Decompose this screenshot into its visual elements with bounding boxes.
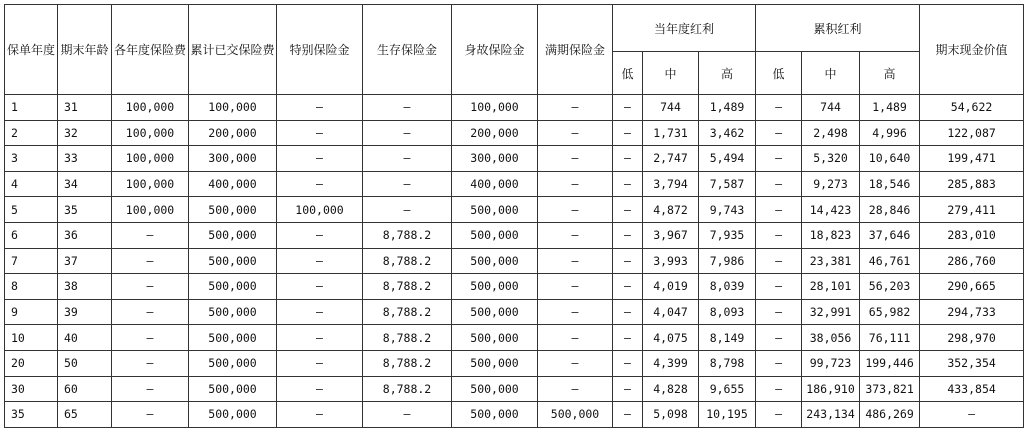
table-cell: 60 — [58, 376, 112, 402]
benefit-illustration-table — [4, 4, 1024, 428]
table-cell: – — [613, 376, 643, 402]
table-cell: 300,000 — [189, 146, 277, 172]
table-cell: 9,743 — [699, 197, 756, 223]
table-cell: – — [538, 197, 613, 223]
table-cell: – — [277, 95, 363, 121]
table-cell: – — [538, 274, 613, 300]
table-cell: 54,622 — [920, 95, 1024, 121]
header-cash-value: 期末现金价值 — [920, 5, 1024, 95]
table-cell: 500,000 — [189, 197, 277, 223]
table-row — [5, 402, 1024, 428]
table-cell: – — [538, 146, 613, 172]
table-cell: 500,000 — [452, 376, 538, 402]
table-cell: – — [756, 325, 802, 351]
table-cell: 100,000 — [112, 120, 189, 146]
table-cell: – — [363, 146, 452, 172]
table-cell: – — [613, 402, 643, 428]
table-cell: 4,872 — [643, 197, 699, 223]
table-cell: 7,587 — [699, 171, 756, 197]
table-cell: 500,000 — [452, 325, 538, 351]
table-cell: 10 — [5, 325, 58, 351]
table-cell: 37 — [58, 248, 112, 274]
table-cell: – — [920, 402, 1024, 428]
table-cell: – — [277, 146, 363, 172]
header-cumulative-low: 低 — [756, 52, 802, 95]
table-cell: – — [538, 171, 613, 197]
table-cell: – — [277, 222, 363, 248]
table-cell: 30 — [5, 376, 58, 402]
table-cell: 100,000 — [112, 146, 189, 172]
table-cell: 8 — [5, 274, 58, 300]
table-cell: – — [613, 120, 643, 146]
table-body — [5, 95, 1024, 428]
table-cell: 500,000 — [189, 222, 277, 248]
table-row — [5, 222, 1024, 248]
table-cell: 500,000 — [189, 248, 277, 274]
table-cell: 76,111 — [860, 325, 920, 351]
table-cell: – — [277, 248, 363, 274]
table-cell: 8,093 — [699, 299, 756, 325]
table-cell: 1,489 — [860, 95, 920, 121]
table-cell: 298,970 — [920, 325, 1024, 351]
table-cell: 500,000 — [189, 350, 277, 376]
table-cell: 9,273 — [802, 171, 860, 197]
table-cell: 279,411 — [920, 197, 1024, 223]
table-cell: 186,910 — [802, 376, 860, 402]
table-cell: 500,000 — [189, 299, 277, 325]
table-cell: – — [277, 376, 363, 402]
table-cell: – — [756, 222, 802, 248]
table-cell: – — [363, 197, 452, 223]
table-cell: – — [613, 197, 643, 223]
table-cell: 31 — [58, 95, 112, 121]
table-cell: 8,798 — [699, 350, 756, 376]
table-cell: 18,546 — [860, 171, 920, 197]
table-cell: 744 — [802, 95, 860, 121]
header-current-year-dividend: 当年度红利 — [613, 5, 756, 52]
header-age: 期末年龄 — [58, 5, 112, 95]
table-row — [5, 146, 1024, 172]
header-survival-benefit: 生存保险金 — [363, 5, 452, 95]
table-cell: 4,047 — [643, 299, 699, 325]
table-cell: 28,846 — [860, 197, 920, 223]
table-cell: 65,982 — [860, 299, 920, 325]
table-cell: 2 — [5, 120, 58, 146]
table-cell: – — [756, 248, 802, 274]
table-cell: 199,446 — [860, 350, 920, 376]
table-cell: 8,788.2 — [363, 248, 452, 274]
table-cell: – — [756, 171, 802, 197]
table-cell: 38 — [58, 274, 112, 300]
table-cell: – — [112, 325, 189, 351]
table-cell: 500,000 — [189, 376, 277, 402]
table-cell: – — [613, 248, 643, 274]
table-cell: 35 — [5, 402, 58, 428]
table-cell: 40 — [58, 325, 112, 351]
table-cell: 32,991 — [802, 299, 860, 325]
table-cell: 290,665 — [920, 274, 1024, 300]
table-cell: – — [756, 95, 802, 121]
table-cell: – — [613, 146, 643, 172]
table-cell: 46,761 — [860, 248, 920, 274]
table-cell: 200,000 — [189, 120, 277, 146]
header-cumulative-premium: 累计已交保险费 — [189, 5, 277, 95]
table-cell: 373,821 — [860, 376, 920, 402]
table-cell: 36 — [58, 222, 112, 248]
table-cell: 2,747 — [643, 146, 699, 172]
table-cell: – — [277, 274, 363, 300]
table-cell: 3 — [5, 146, 58, 172]
table-cell: 285,883 — [920, 171, 1024, 197]
table-cell: – — [277, 171, 363, 197]
table-cell: 5,098 — [643, 402, 699, 428]
table-cell: – — [613, 325, 643, 351]
table-cell: – — [613, 95, 643, 121]
table-cell: 99,723 — [802, 350, 860, 376]
table-cell: 3,794 — [643, 171, 699, 197]
table-cell: 199,471 — [920, 146, 1024, 172]
table-header — [5, 5, 1024, 95]
table-cell: 8,788.2 — [363, 350, 452, 376]
table-row — [5, 350, 1024, 376]
table-row — [5, 248, 1024, 274]
table-cell: 4,828 — [643, 376, 699, 402]
table-cell: 500,000 — [189, 402, 277, 428]
table-cell: 100,000 — [277, 197, 363, 223]
table-cell: 100,000 — [112, 95, 189, 121]
header-current-low: 低 — [613, 52, 643, 95]
table-cell: 9 — [5, 299, 58, 325]
table-cell: – — [756, 376, 802, 402]
table-row — [5, 325, 1024, 351]
table-cell: 500,000 — [189, 274, 277, 300]
table-cell: 100,000 — [452, 95, 538, 121]
table-cell: 8,788.2 — [363, 376, 452, 402]
table-cell: 9,655 — [699, 376, 756, 402]
table-cell: 4,996 — [860, 120, 920, 146]
table-cell: – — [112, 248, 189, 274]
table-cell: 5,320 — [802, 146, 860, 172]
header-current-mid: 中 — [643, 52, 699, 95]
table-cell: – — [756, 350, 802, 376]
header-policy-year: 保单年度 — [5, 5, 58, 95]
table-cell: – — [277, 299, 363, 325]
table-cell: – — [363, 402, 452, 428]
table-cell: – — [538, 299, 613, 325]
table-cell: 500,000 — [452, 274, 538, 300]
table-cell: 8,788.2 — [363, 299, 452, 325]
header-annual-premium: 各年度保险费 — [112, 5, 189, 95]
table-cell: 500,000 — [452, 222, 538, 248]
table-cell: – — [538, 325, 613, 351]
table-cell: 14,423 — [802, 197, 860, 223]
table-cell: 1,489 — [699, 95, 756, 121]
table-cell: 243,134 — [802, 402, 860, 428]
table-cell: 23,381 — [802, 248, 860, 274]
table-cell: – — [756, 197, 802, 223]
table-cell: 100,000 — [112, 197, 189, 223]
table-cell: – — [538, 120, 613, 146]
table-row — [5, 95, 1024, 121]
table-cell: – — [538, 248, 613, 274]
table-cell: – — [538, 376, 613, 402]
table-cell: – — [277, 325, 363, 351]
table-cell: – — [277, 350, 363, 376]
header-death-benefit: 身故保险金 — [452, 5, 538, 95]
table-cell: 39 — [58, 299, 112, 325]
table-cell: – — [756, 274, 802, 300]
table-row — [5, 171, 1024, 197]
table-cell: 7,935 — [699, 222, 756, 248]
table-cell: 294,733 — [920, 299, 1024, 325]
table-cell: 500,000 — [452, 350, 538, 376]
table-cell: 4,019 — [643, 274, 699, 300]
table-cell: 8,788.2 — [363, 222, 452, 248]
table-cell: 8,039 — [699, 274, 756, 300]
table-cell: 300,000 — [452, 146, 538, 172]
header-cumulative-dividend: 累积红利 — [756, 5, 920, 52]
table-cell: 10,640 — [860, 146, 920, 172]
table-row — [5, 376, 1024, 402]
table-cell: – — [277, 120, 363, 146]
table-cell: 7,986 — [699, 248, 756, 274]
table-cell: 1 — [5, 95, 58, 121]
table-cell: 5,494 — [699, 146, 756, 172]
table-cell: 35 — [58, 197, 112, 223]
header-cumulative-high: 高 — [860, 52, 920, 95]
table-cell: – — [613, 350, 643, 376]
table-cell: 4 — [5, 171, 58, 197]
header-current-high: 高 — [699, 52, 756, 95]
table-cell: 4,399 — [643, 350, 699, 376]
header-cumulative-mid: 中 — [802, 52, 860, 95]
table-row — [5, 299, 1024, 325]
table-cell: 200,000 — [452, 120, 538, 146]
table-cell: 100,000 — [112, 171, 189, 197]
table-row — [5, 120, 1024, 146]
table-cell: 2,498 — [802, 120, 860, 146]
table-cell: 8,788.2 — [363, 325, 452, 351]
table-cell: 34 — [58, 171, 112, 197]
table-cell: 33 — [58, 146, 112, 172]
table-cell: 500,000 — [452, 197, 538, 223]
table-cell: 3,993 — [643, 248, 699, 274]
table-cell: 56,203 — [860, 274, 920, 300]
table-cell: – — [756, 120, 802, 146]
table-cell: 38,056 — [802, 325, 860, 351]
table-cell: – — [613, 222, 643, 248]
table-cell: 500,000 — [189, 325, 277, 351]
table-cell: – — [538, 222, 613, 248]
table-cell: 500,000 — [452, 402, 538, 428]
table-cell: 8,788.2 — [363, 274, 452, 300]
table-cell: 486,269 — [860, 402, 920, 428]
table-cell: – — [363, 95, 452, 121]
table-cell: 28,101 — [802, 274, 860, 300]
table-cell: – — [112, 376, 189, 402]
table-row — [5, 197, 1024, 223]
table-cell: 283,010 — [920, 222, 1024, 248]
table-cell: 65 — [58, 402, 112, 428]
table-cell: – — [112, 299, 189, 325]
table-cell: – — [756, 402, 802, 428]
table-cell: 400,000 — [452, 171, 538, 197]
table-cell: – — [613, 299, 643, 325]
table-cell: 500,000 — [538, 402, 613, 428]
table-cell: – — [613, 274, 643, 300]
table-cell: 3,462 — [699, 120, 756, 146]
table-cell: – — [112, 402, 189, 428]
table-cell: 122,087 — [920, 120, 1024, 146]
table-cell: 10,195 — [699, 402, 756, 428]
table-cell: 32 — [58, 120, 112, 146]
table-cell: 7 — [5, 248, 58, 274]
table-cell: – — [112, 274, 189, 300]
table-cell: 18,823 — [802, 222, 860, 248]
table-cell: – — [112, 350, 189, 376]
table-cell: 6 — [5, 222, 58, 248]
table-cell: – — [613, 171, 643, 197]
table-cell: 50 — [58, 350, 112, 376]
table-cell: 744 — [643, 95, 699, 121]
table-cell: – — [277, 402, 363, 428]
table-cell: – — [363, 120, 452, 146]
table-cell: – — [756, 299, 802, 325]
table-cell: – — [756, 146, 802, 172]
table-cell: 8,149 — [699, 325, 756, 351]
table-cell: 500,000 — [452, 299, 538, 325]
table-cell: – — [112, 222, 189, 248]
table-cell: 500,000 — [452, 248, 538, 274]
table-cell: 3,967 — [643, 222, 699, 248]
table-cell: 400,000 — [189, 171, 277, 197]
table-cell: 37,646 — [860, 222, 920, 248]
table-cell: 20 — [5, 350, 58, 376]
table-cell: 4,075 — [643, 325, 699, 351]
header-special-benefit: 特别保险金 — [277, 5, 363, 95]
table-cell: 5 — [5, 197, 58, 223]
header-maturity-benefit: 满期保险金 — [538, 5, 613, 95]
table-cell: 100,000 — [189, 95, 277, 121]
table-cell: – — [363, 171, 452, 197]
table-cell: 352,354 — [920, 350, 1024, 376]
table-row — [5, 274, 1024, 300]
table-cell: – — [538, 95, 613, 121]
table-cell: 286,760 — [920, 248, 1024, 274]
table-cell: 433,854 — [920, 376, 1024, 402]
table-cell: – — [538, 350, 613, 376]
table-cell: 1,731 — [643, 120, 699, 146]
